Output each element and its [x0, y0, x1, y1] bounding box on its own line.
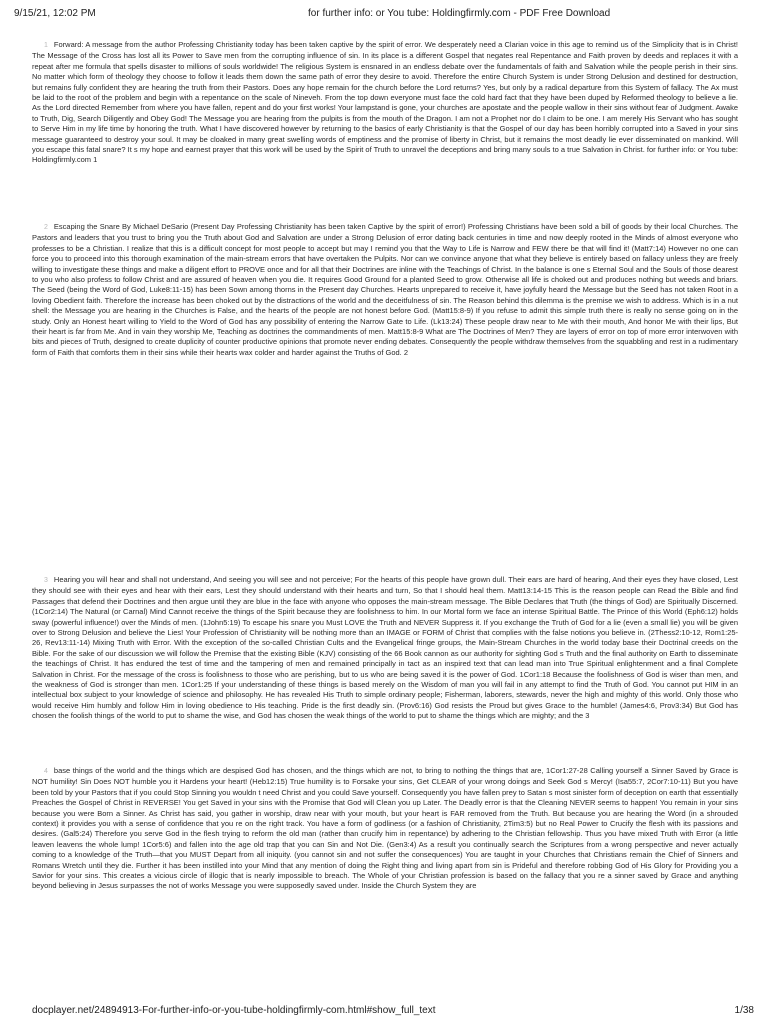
paragraph-number: 4	[44, 768, 48, 775]
paragraph-number: 1	[44, 42, 48, 49]
paragraph-text: Hearing you will hear and shall not understand, And seeing you will see and not perceive; For the hearts of this people have grown dull. Their ears are hard of hearing, And their eyes they have closed, Lest they should see with their eyes and hear with their ears, Lest they should understand with their hearts and turn, So that I should heal them. Matt13:14-15 This is the reason people can Read the Bible and find Passages that defend their Doctrines and then argue until they are blue in the face with anyone who opposes the main-stream message. The Bible Declares that Truth (the things of God) are Spiritually Discerned. (1Cor2:14) The Natural (or Carnal) Mind Cannot receive the things of the Spirit because they are foolishness to him. In our Mortal form we face an intense Spiritual Battle. The Prince of this World (Eph6:12) holds sway (powerful influence!) over the Minds of men. (1John5:19) To escape his snare you Must LOVE the Truth and NEVER Suppress it. If you exchange the Truth of God for a lie (even a small lie) you will be given over to Strong Delusion and believe the Lies! Your Profession of Christianity will be nothing more than an IMAGE or FORM of Christ that complies with the false notions you believe in. (2Thess2:10-12, Rom1:25-26, Rev13:11-14) Mixing Truth with Error. With the exception of the so-called Christian Cults and the Evangelical fringe groups, the Main-Stream Churches in the world today base their Doctrinal creeds on the Bible. For the sake of our discussion we will follow the Premise that the existing Bible (KJV) consisting of the 66 Book cannon as our authority for sighting God s Truth and the final authority on Earth to disseminate the teachings of Christ. It has endured the test of time and the tampering of men and remained principally in tact as an inspired text that can lead man into True Spiritual enlightenment and a final Complete Salvation in Christ. For the message of the cross is foolishness to those who are perishing, but to us who are being saved it is the power of God. 1Cor1:18 Because the foolishness of God is wiser than men, and the weakness of God is stronger than men. 1Cor1:25 If your understanding of these things is based merely on the Wisdom of man you will fail in any attempt to find the Truth of God. You cannot put HIM in an intellectual box subject to your knowledge of science and philosophy. He has revealed His Truth to simple ordinary people; Fisherman, laborers, stewards, never the high and mighty of this world. Only those who would receive Him humbly and follow Him in loving obedience to His teaching. Pride is the first deadly sin. (Prov6:16) God resists the Proud but gives Grace to the humble! (James4:6, Prov3:34) But God has chosen the foolish things of the world to put to shame the wise, and God has chosen the weak things of the world to put to shame the things which are mighty; and the 3	[32, 575, 738, 721]
page-title: for further info: or You tube: Holdingfirmly.com - PDF Free Download	[308, 8, 611, 19]
paragraph-number: 2	[44, 224, 48, 231]
paragraph-text: Forward: A message from the author Professing Christianity today has been taken captive by the spirit of error. We desperately need a Clarian voice in this age to remind us of the Simplicity that is in Christ! The Message of the Cross has lost all its Power to Save men from the corrupting influence of sin. In its place is a different Gospel that negates real Repentance and Faith proven by deeds and replaces it with a repeat after me formula that spells disaster to millions of souls worldwide! The religious System is ensnared in an endless debate over the fundamentals of faith and Salvation while the people perish in their sins. No matter which form of theology they choose to follow it leads them down the same path of error they desire to avoid. Therefore the entire Church System is under Strong Delusion and destined for destruction, but remains fully confident they are hearing the truth from their Pastors. Does any hope remain for the church before the Lord returns? Yes, but only by a radical departure from this System of fallacy. The Ax must be laid to the root of the problem and begin with a repentance on the scale of Nineveh. From the top down everyone must face the cold hard fact that they have been duped by Reformed theology to believe a lie. As the Lord directed Remember from where you have fallen, repent and do your first works! Your lampstand is gone, your churches are apostate and the people wallow in their sins without fear of Judgment. Awake to Truth, Dig, Search Diligently and Obey God! The Message you are hearing from the pulpits is from the mouth of the Dragon. I am not a Prophet nor do I claim to be one. I am merely His Servant who has sought to Serve Him in my life time by honoring the truth. What I have discovered however by returning to the basics of early Christianity is that the Gospel of our day has been horribly corrupted into a Saved in your sins message guaranteed to destroy your soul. It may be cloaked in many great swelling words of emptiness and the promise of liberty in Christ, but it remains the most deadly lie ever disseminated on mankind. Will you escape this fatal snare? It s my hope and earnest prayer that this work will be used by the Spirit of Truth to unravel the deceptions and bring many souls to a true Salvation in Christ. for further info: or You tube: Holdingfirmly.com 1	[32, 40, 738, 165]
page-url: docplayer.net/24894913-For-further-info-or-you-tube-holdingfirmly-com.html#show_full_text	[32, 1005, 436, 1016]
paragraph-number: 3	[44, 577, 48, 584]
page-number: 1/38	[734, 1005, 754, 1016]
paragraph-3	[32, 575, 738, 722]
browser-print-header	[14, 7, 754, 21]
paragraph-1	[32, 40, 738, 166]
paragraph-text: Escaping the Snare By Michael DeSario (Present Day Professing Christianity has been taken Captive by the spirit of error!) Professing Christians have been sold a bill of goods by their local Churches. The Pastors and leaders that you trust to bring you the Truth about God and Salvation are under a Strong Delusion of error dating back centuries in time and now deeply rooted in the Minds of almost everyone who professes to be a Christian. I realize that this is a difficult concept for most people to accept but may I remind you that the Way to Life is Narrow and FEW there be that will find it! (Matt7:14) However no one can force you to proceed into this thorough examination of the main-stream errors that have overtaken the Pulpits. Nor can we convince anyone that what they believe is entirely based on fallacy unless they are freely willing to investigate these things and make a diligent effort to PROVE once and for all that their Doctrines are inline with the Teachings of Christ. In the balance is one s Eternal Soul and the Souls of those dearest to you who also profess to follow Christ and are assured of heaven when you die. It requires Good Ground for a planted Seed to grow. Otherwise all life is choked out and produces nothing but weeds and briars. The Seed (being the Word of God, Luke8:11-15) has been Sown among thorns in the Present day Churches. Hearts unprepared to receive it, have joyfully heard the Message but the Seed has not taken Root in a loving Obedient faith. Therefore the increase has been choked out by the distractions of the world and the deceitfulness of sin. The Reason behind this dilemma is the premise we wish to address. Which is in a nut shell: the Message you are hearing in the Churches is False, and the hearts of the people are not honest before God. (Matt15:8-9) If you refuse to admit this simple truth there is really no sense going on in the study. Only an Honest heart willing to Yield to the Word of God has any possibility of entering the Narrow Gate to Life. (Lk13:24) These people draw near to Me with their mouth, And honor Me with their lips, But their heart is far from Me. And in vain they worship Me, Teaching as doctrines the commandments of men. Matt15:8-9 What are The Doctrines of Men? They are layers of error on top of more error interwoven with bits and pieces of Truth, designed to create duplicity of counter productive opinions that promote never ending debates. Consequently the people withdraw themselves from the squabbling and rest in a rudimentary form of Faith that comforts them in their sins while their hearts wax colder and harder against the Truths of God. 2	[32, 222, 738, 357]
paragraph-4	[32, 766, 738, 892]
paragraph-2	[32, 222, 738, 358]
browser-print-footer	[32, 1004, 754, 1018]
print-datetime: 9/15/21, 12:02 PM	[14, 8, 96, 19]
paragraph-text: base things of the world and the things which are despised God has chosen, and the things which are not, to bring to nothing the things that are, 1Cor1:27-28 Calling yourself a Sinner Saved by Grace is NOT humility! Sin Does NOT humble you it Hardens your heart! (Heb12:15) True humility is to Forsake your sins, Get CLEAR of your wrong doings and Seek God s Mercy! (Isa55:7, 2Cor7:10-11) But you have been told by your Pastors that if you could Stop Sinning you wouldn t need Christ and you could Save yourself. Consequently you have fallen prey to Satan s most sinister form of deception on earth that essentially Preaches the Gospel of Christ in REVERSE! You get Saved in your sins with the Promise that God will Clean you up Later. The Deadly error is that the Cleaning NEVER seems to happen! You remain in your sins because you were Born a Sinner. As Christ has said, you gather in worship, draw near with your mouth, but your heart is FAR removed from the Truth. But because you are hearing the Word (in a shrouded context) it provides you with a sense of confidence that you re on the right track. You have a form of godliness (or a fashion of Christianity, 2Tim3:5) but no Real Power to Crucify the flesh with its passions and desires. (Gal5:24) Therefore you serve God in the flesh trying to reform the old man (rather than crucify him in repentance) by adhering to the Christian fellowship. Thus you have mixed Truth with Error (a little leaven leavens the whole lump! 1Cor5:6) and fallen into the age old trap that you can Sin and Not Die. (Gen3:4) As a result you continually search the Scriptures from a wrong perspective and never actually coming to a knowledge of the Truth—that you MUST Depart from all iniquity. (you cannot sin and not suffer the consequences) You are taught in your Churches that Christians remain the Chief of Sinners and Romans Wretch until they die. Further it has been instilled into your Mind that any mention of doing the Right thing and living apart from sin is Prideful and therefore robbing God of His Glory for Providing you a Savior for your sins. This creates a vicious circle of illogic that is nearly impossible to breach. The Whole of your Christian profession is based on the fallacy that you re a sinner saved by Grace and anything beyond believing in Jesus surpasses the not of works Message you were supposedly saved under. Inside the Church System they are	[32, 766, 738, 891]
